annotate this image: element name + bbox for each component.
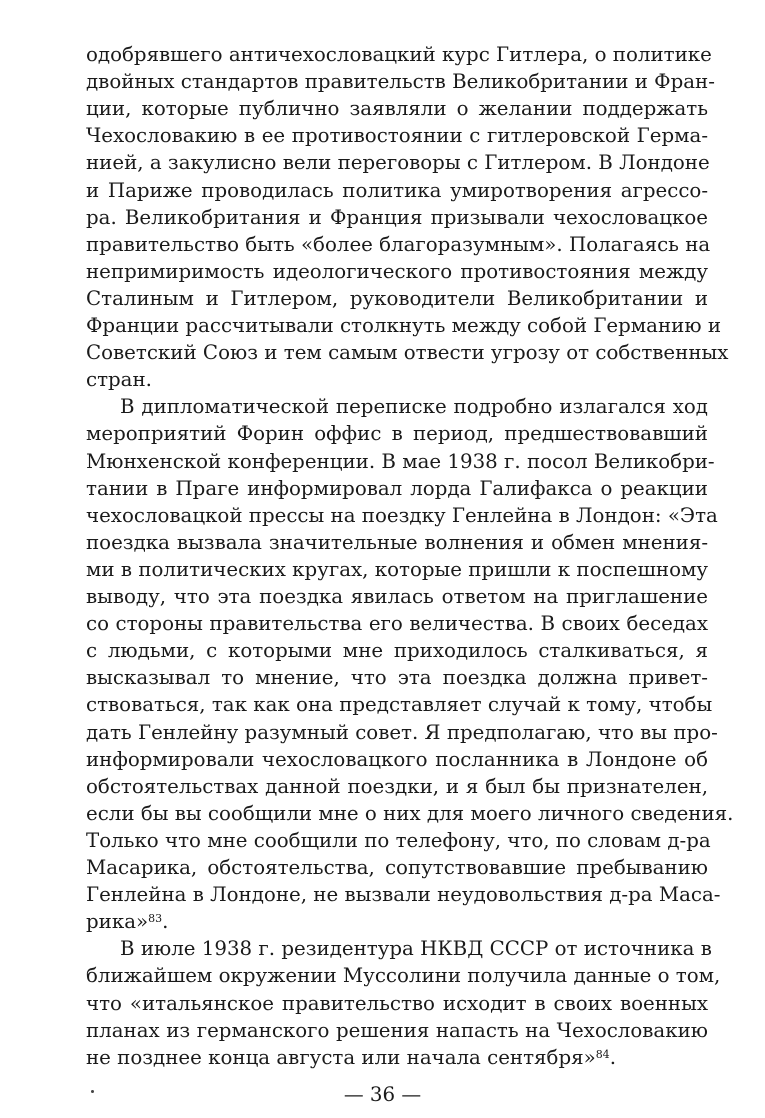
- text-line-content: не позднее конца августа или начала сентября»: [86, 1045, 596, 1069]
- text-line: [86, 149, 708, 176]
- text-line: [86, 556, 708, 583]
- text-line-content: высказывал то мнение, что эта поездка должна привет-: [86, 666, 708, 690]
- text-line: [86, 854, 708, 881]
- text-line-content: обстоятельствах данной поездки, и я был бы признателен,: [86, 774, 708, 798]
- text-line: [86, 95, 708, 122]
- text-line-content: двойных стандартов правительств Великобритании и Фран-: [86, 70, 715, 94]
- text-line-content: выводу, что эта поездка явилась ответом на приглашение: [86, 585, 708, 608]
- text-line: [86, 231, 711, 258]
- text-line: [86, 366, 708, 393]
- text-line: [86, 990, 708, 1017]
- text-line: [86, 204, 708, 231]
- text-line: [86, 664, 708, 691]
- text-line-content: информировали чехословацкого посланника в Лондоне об: [86, 747, 708, 771]
- text-line: [120, 935, 712, 962]
- text-line: [120, 393, 708, 420]
- text-line: [86, 962, 721, 989]
- text-line-content: Мюнхенской конференции. В мае 1938 г. посол Великобри-: [86, 449, 715, 473]
- text-line-content: поездка вызвала значительные волнения и обмен мнения-: [86, 530, 708, 554]
- text-line-content: Франции рассчитывали столкнуть между собой Германию и: [86, 314, 722, 337]
- scan-speck: [91, 1090, 94, 1093]
- text-line-content: что «итальянское правительство исходит в своих военных: [86, 991, 708, 1015]
- text-line-content: Масарика, обстоятельства, сопутствовавшие пребыванию: [86, 856, 708, 879]
- text-line-content: одобрявшего античехословацкий курс Гитлера, о политике: [86, 43, 712, 66]
- text-line: [86, 908, 708, 935]
- text-line-content: и Париже проводилась политика умиротворения агрессо-: [86, 178, 708, 202]
- text-line: [86, 691, 713, 718]
- text-line: [86, 719, 718, 746]
- text-line: [86, 475, 708, 502]
- text-line: [86, 881, 721, 908]
- text-line: [86, 122, 708, 149]
- text-line-content: с людьми, с которыми мне приходилось сталкиваться, я: [86, 639, 708, 663]
- text-line: [86, 773, 708, 800]
- text-line-content: если бы вы сообщили мне о них для моего личного сведения.: [86, 801, 734, 825]
- text-line-content: Чехословакию в ее противостоянии с гитлеровской Герма-: [86, 124, 708, 148]
- text-line-content: ра. Великобритания и Франция призывали чехословацкое: [86, 205, 708, 229]
- text-line-content: Сталиным и Гитлером, руководители Великобритании и: [86, 286, 708, 310]
- text-line: [86, 529, 708, 556]
- text-line-content: тании в Праге информировал лорда Галифакса о реакции: [86, 476, 708, 500]
- text-line-content: чехословацкой прессы на поездку Генлейна в Лондон: «Эта: [86, 503, 718, 527]
- text-line-content: планах из германского решения напасть на Чехословакию: [86, 1018, 708, 1042]
- text-line-content: со стороны правительства его величества. В своих беседах: [86, 612, 708, 636]
- text-line: [86, 41, 712, 68]
- text-line-content: Только что мне сообщили по телефону, что, по словам д-ра: [86, 828, 711, 852]
- page-number: — 36 —: [343, 1083, 422, 1106]
- text-line-content: правительство быть «более благоразумным». Полагаясь на: [86, 232, 711, 256]
- text-line-content: Генлейна в Лондоне, не вызвали неудовольствия д-ра Маса-: [86, 883, 721, 907]
- text-line-content: дать Генлейну разумный совет. Я предполагаю, что вы про-: [86, 720, 718, 744]
- text-line: [86, 637, 708, 664]
- text-line-content: ми в политических кругах, которые пришли к поспешному: [86, 557, 708, 581]
- text-line: [86, 420, 708, 447]
- text-line-content: ближайшем окружении Муссолини получила данные о том,: [86, 964, 721, 988]
- text-line-content: стран.: [86, 368, 152, 392]
- text-line: [86, 448, 715, 475]
- text-line: [86, 258, 708, 285]
- text-line: [86, 177, 708, 204]
- text-line: [86, 339, 729, 366]
- text-line: [86, 827, 711, 854]
- text-line: [86, 746, 708, 773]
- footnote-marker: 84: [595, 1047, 610, 1061]
- text-line-content: ствоваться, так как она представляет случай к тому, чтобы: [86, 693, 713, 717]
- text-line-content: мероприятий Форин оффис в период, предшествовавший: [86, 422, 708, 446]
- text-line: [86, 610, 708, 637]
- text-line-content: В июле 1938 г. резидентура НКВД СССР от источника в: [120, 937, 712, 961]
- text-line-content: непримиримость идеологического противостояния между: [86, 259, 708, 283]
- text-line: [86, 285, 708, 312]
- text-line-content: Советский Союз и тем самым отвести угрозу от собственных: [86, 341, 729, 365]
- text-line-content: В дипломатической переписке подробно излагался ход: [120, 395, 708, 419]
- text-line-content: нией, а закулисно вели переговоры с Гитлером. В Лондоне: [86, 151, 710, 175]
- text-line-content: рика»: [86, 910, 149, 934]
- text-line-content: ции, которые публично заявляли о желании поддержать: [86, 97, 708, 121]
- text-line: [86, 312, 722, 339]
- footnote-trailing-punct: .: [609, 1045, 616, 1069]
- text-line: [86, 1017, 708, 1044]
- text-line: [86, 800, 734, 827]
- text-line: [86, 68, 715, 95]
- text-line: [86, 502, 718, 529]
- text-line: [86, 1044, 708, 1071]
- footnote-marker: 83: [148, 912, 163, 926]
- footnote-trailing-punct: .: [162, 910, 169, 934]
- text-line: [86, 583, 708, 610]
